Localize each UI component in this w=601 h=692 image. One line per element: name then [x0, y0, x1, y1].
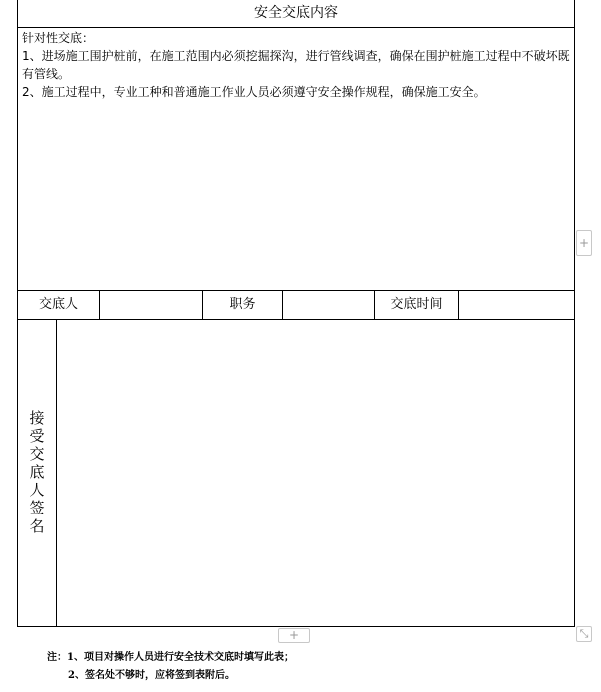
- table-right-border: [574, 0, 575, 627]
- discloser-label: 交底人: [38, 297, 78, 312]
- add-row-button[interactable]: +: [278, 628, 310, 643]
- disclosure-content[interactable]: [22, 29, 572, 101]
- resize-handle-icon[interactable]: ⤡: [576, 626, 592, 642]
- time-label: 交底时间: [390, 297, 443, 312]
- receiver-signature-label-text: 接受交底人签名: [27, 410, 46, 536]
- table-title: 安全交底内容: [254, 5, 338, 21]
- table-bottom-border: [17, 626, 575, 627]
- note-line-1: 注：1、项目对操作人员进行安全技术交底时填写此表；: [47, 652, 294, 663]
- content-item-1: 1、进场施工围护桩前，在施工范围内必须挖掘探沟，进行管线调查，确保在围护桩施工过程中不破坏既有管线。: [22, 49, 570, 81]
- position-value-cell[interactable]: [283, 291, 374, 319]
- signature-area[interactable]: [57, 320, 574, 626]
- position-label: 职务: [229, 297, 256, 312]
- receiver-signature-label: [18, 320, 56, 626]
- discloser-value-cell[interactable]: [100, 291, 202, 319]
- time-value-cell[interactable]: [459, 291, 574, 319]
- section-label: 针对性交底：: [22, 31, 95, 45]
- content-item-2: 2、施工过程中，专业工种和普通施工作业人员必须遵守安全操作规程，确保施工安全。: [22, 85, 486, 99]
- title-bottom-border: [17, 27, 575, 28]
- note-line-2: 2、签名处不够时，应将签到表附后。: [68, 670, 235, 681]
- add-column-button[interactable]: +: [576, 230, 592, 256]
